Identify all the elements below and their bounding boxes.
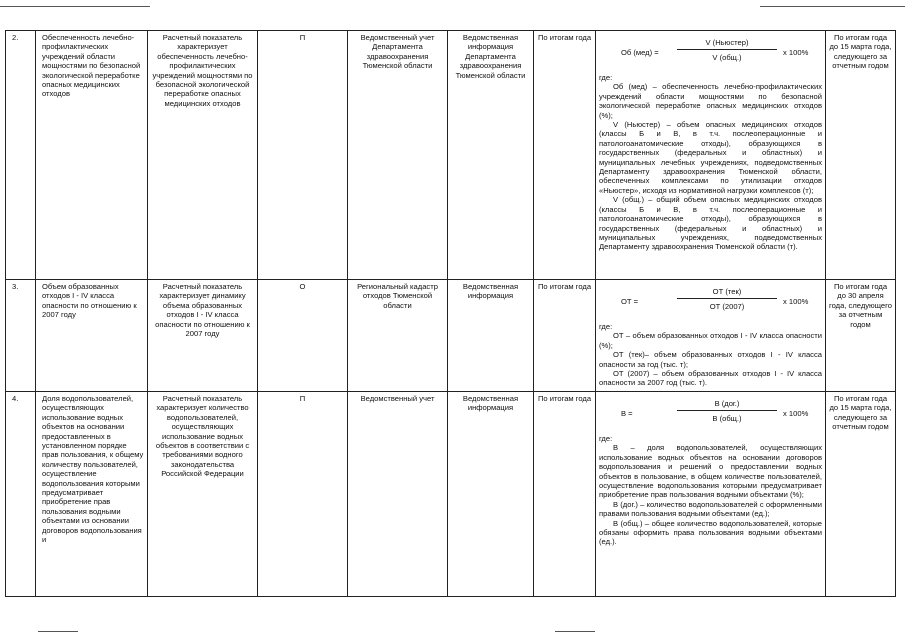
formula-denominator: V (общ.)	[712, 53, 742, 63]
period: По итогам года	[534, 280, 596, 392]
info-source: Ведомственная информация Департамента здравоохранения Тюменской области	[448, 31, 534, 280]
formula-definitions	[599, 443, 822, 546]
table-row	[6, 392, 896, 597]
table-row	[6, 280, 896, 392]
formula	[599, 286, 822, 320]
formula-denominator: В (общ.)	[712, 414, 742, 424]
row-number: 3.	[6, 280, 36, 392]
row-number: 2.	[6, 31, 36, 280]
formula-fraction	[677, 287, 777, 312]
formula-numerator: ОТ (тек)	[677, 287, 777, 299]
indicator-type: Расчетный показатель характеризует обеспеченность лечебно-профилактических учреждений мощностями по безопасной экологической переработке опасных медицинских отходов	[148, 31, 258, 280]
period: По итогам года	[534, 31, 596, 280]
deadline: По итогам года до 30 апреля года, следующего за отчетным годом	[826, 280, 896, 392]
data-source: Региональный кадастр отходов Тюменской области	[348, 280, 448, 392]
formula-definitions	[599, 82, 822, 251]
where-label: где:	[599, 434, 613, 443]
indicator-code: О	[258, 280, 348, 392]
formula-definitions	[599, 331, 822, 387]
formula-cell	[596, 280, 826, 392]
formula	[599, 398, 822, 432]
indicator-name: Доля водопользователей, осуществляющих использование водных объектов на основании предоставленных в установленном порядке прав пользования, к общему количеству пользователей, осуществление водопользования которыми предусматривает приобретение прав пользования водными объектами из основании договоров водопользования и	[36, 392, 148, 597]
definition: В (дог.) – количество водопользователей с оформленными правами пользования водными объектами (ед.);	[599, 499, 822, 519]
formula-left: В =	[621, 409, 633, 418]
formula-cell	[596, 392, 826, 597]
formula-multiplier: x 100%	[783, 409, 809, 418]
definition: ОТ (2007) – объем образованных отходов I - IV класса опасности за 2007 год (тыс. т).	[599, 369, 822, 388]
table-row	[6, 31, 896, 280]
indicator-name: Обеспеченность лечебно-профилактических учреждений области мощностями по безопасной экологической переработке опасных медицинских отходов	[36, 31, 148, 280]
formula	[599, 37, 822, 71]
top-rule-right	[760, 6, 905, 7]
definition: ОТ – объем образованных отходов I - IV класса опасности (%);	[599, 331, 822, 350]
formula-numerator: В (дог.)	[677, 399, 777, 411]
indicator-type: Расчетный показатель характеризует количество водопользователей, осуществляющих использование водных объектов в соответствии с требованиями водного законодательства Российской Федерации	[148, 392, 258, 597]
deadline: По итогам года до 15 марта года, следующего за отчетным годом	[826, 31, 896, 280]
formula-multiplier: x 100%	[783, 48, 809, 57]
definition: ОТ (тек)– объем образованных отходов I - IV класса опасности за год (тыс. т);	[599, 350, 822, 369]
definition: V (Ньюстер) – объем опасных медицинских отходов (классы Б и В, в т.ч. послеоперационные и патологоанатомические отходы), образующихся в государственных (федеральных и областных) и муниципальных лечебных учреждениях, подведомственных Департаменту здравоохранения Тюменской области, обеспеченных комплексами по утилизации отходов «Ньюстер», исходя из нормативной нагрузки комплексов (т);	[599, 120, 822, 195]
bottom-rule-right	[555, 631, 595, 632]
formula-fraction	[677, 399, 777, 424]
formula-multiplier: x 100%	[783, 297, 809, 306]
formula-left: ОТ =	[621, 297, 639, 306]
info-source: Ведомственная информация	[448, 280, 534, 392]
period: По итогам года	[534, 392, 596, 597]
indicator-name: Объем образованных отходов I - IV класса опасности по отношению к 2007 году	[36, 280, 148, 392]
bottom-rule-left	[38, 631, 78, 632]
top-rule-left	[0, 6, 150, 7]
definition: В – доля водопользователей, осуществляющих использование водных объектов на основании договоров водопользования и решений о предоставлении водных объектов в пользование, в общем количестве пользователей, осуществление водопользования которыми предусматривает приобретение прав пользования водными объектами (%);	[599, 443, 822, 500]
formula-denominator: ОТ (2007)	[709, 302, 745, 312]
formula-fraction	[677, 38, 777, 63]
where-label: где:	[599, 322, 613, 331]
info-source: Ведомственная информация	[448, 392, 534, 597]
indicator-code: П	[258, 392, 348, 597]
definition: В (общ.) – общее количество водопользователей, которые обязаны оформить права пользования водными объектами (ед.).	[599, 518, 822, 547]
formula-left: Об (мед) =	[621, 48, 659, 57]
definition: Об (мед) – обеспеченность лечебно-профилактических учреждений области мощностями по безопасной экологической переработке опасных медицинских отходов (%);	[599, 82, 822, 120]
indicators-table	[5, 30, 896, 597]
definition: V (общ.) – общий объем опасных медицинских отходов (классы Б и В, в т.ч. послеоперационные и патологоанатомические отходы), образующихся в государственных (федеральных и областных) и муниципальных учреждениях, подведомственных Департаменту здравоохранения Тюменской области (т).	[599, 195, 822, 252]
where-label: где:	[599, 73, 613, 82]
data-source: Ведомственный учет Департамента здравоохранения Тюменской области	[348, 31, 448, 280]
formula-numerator: V (Ньюстер)	[677, 38, 777, 50]
formula-cell	[596, 31, 826, 280]
data-source: Ведомственный учет	[348, 392, 448, 597]
row-number: 4.	[6, 392, 36, 597]
indicator-type: Расчетный показатель характеризует динамику объема образованных отходов I - IV класса опасности по отношению к 2007 году	[148, 280, 258, 392]
indicator-code: П	[258, 31, 348, 280]
deadline: По итогам года до 15 марта года, следующего за отчетным годом	[826, 392, 896, 597]
